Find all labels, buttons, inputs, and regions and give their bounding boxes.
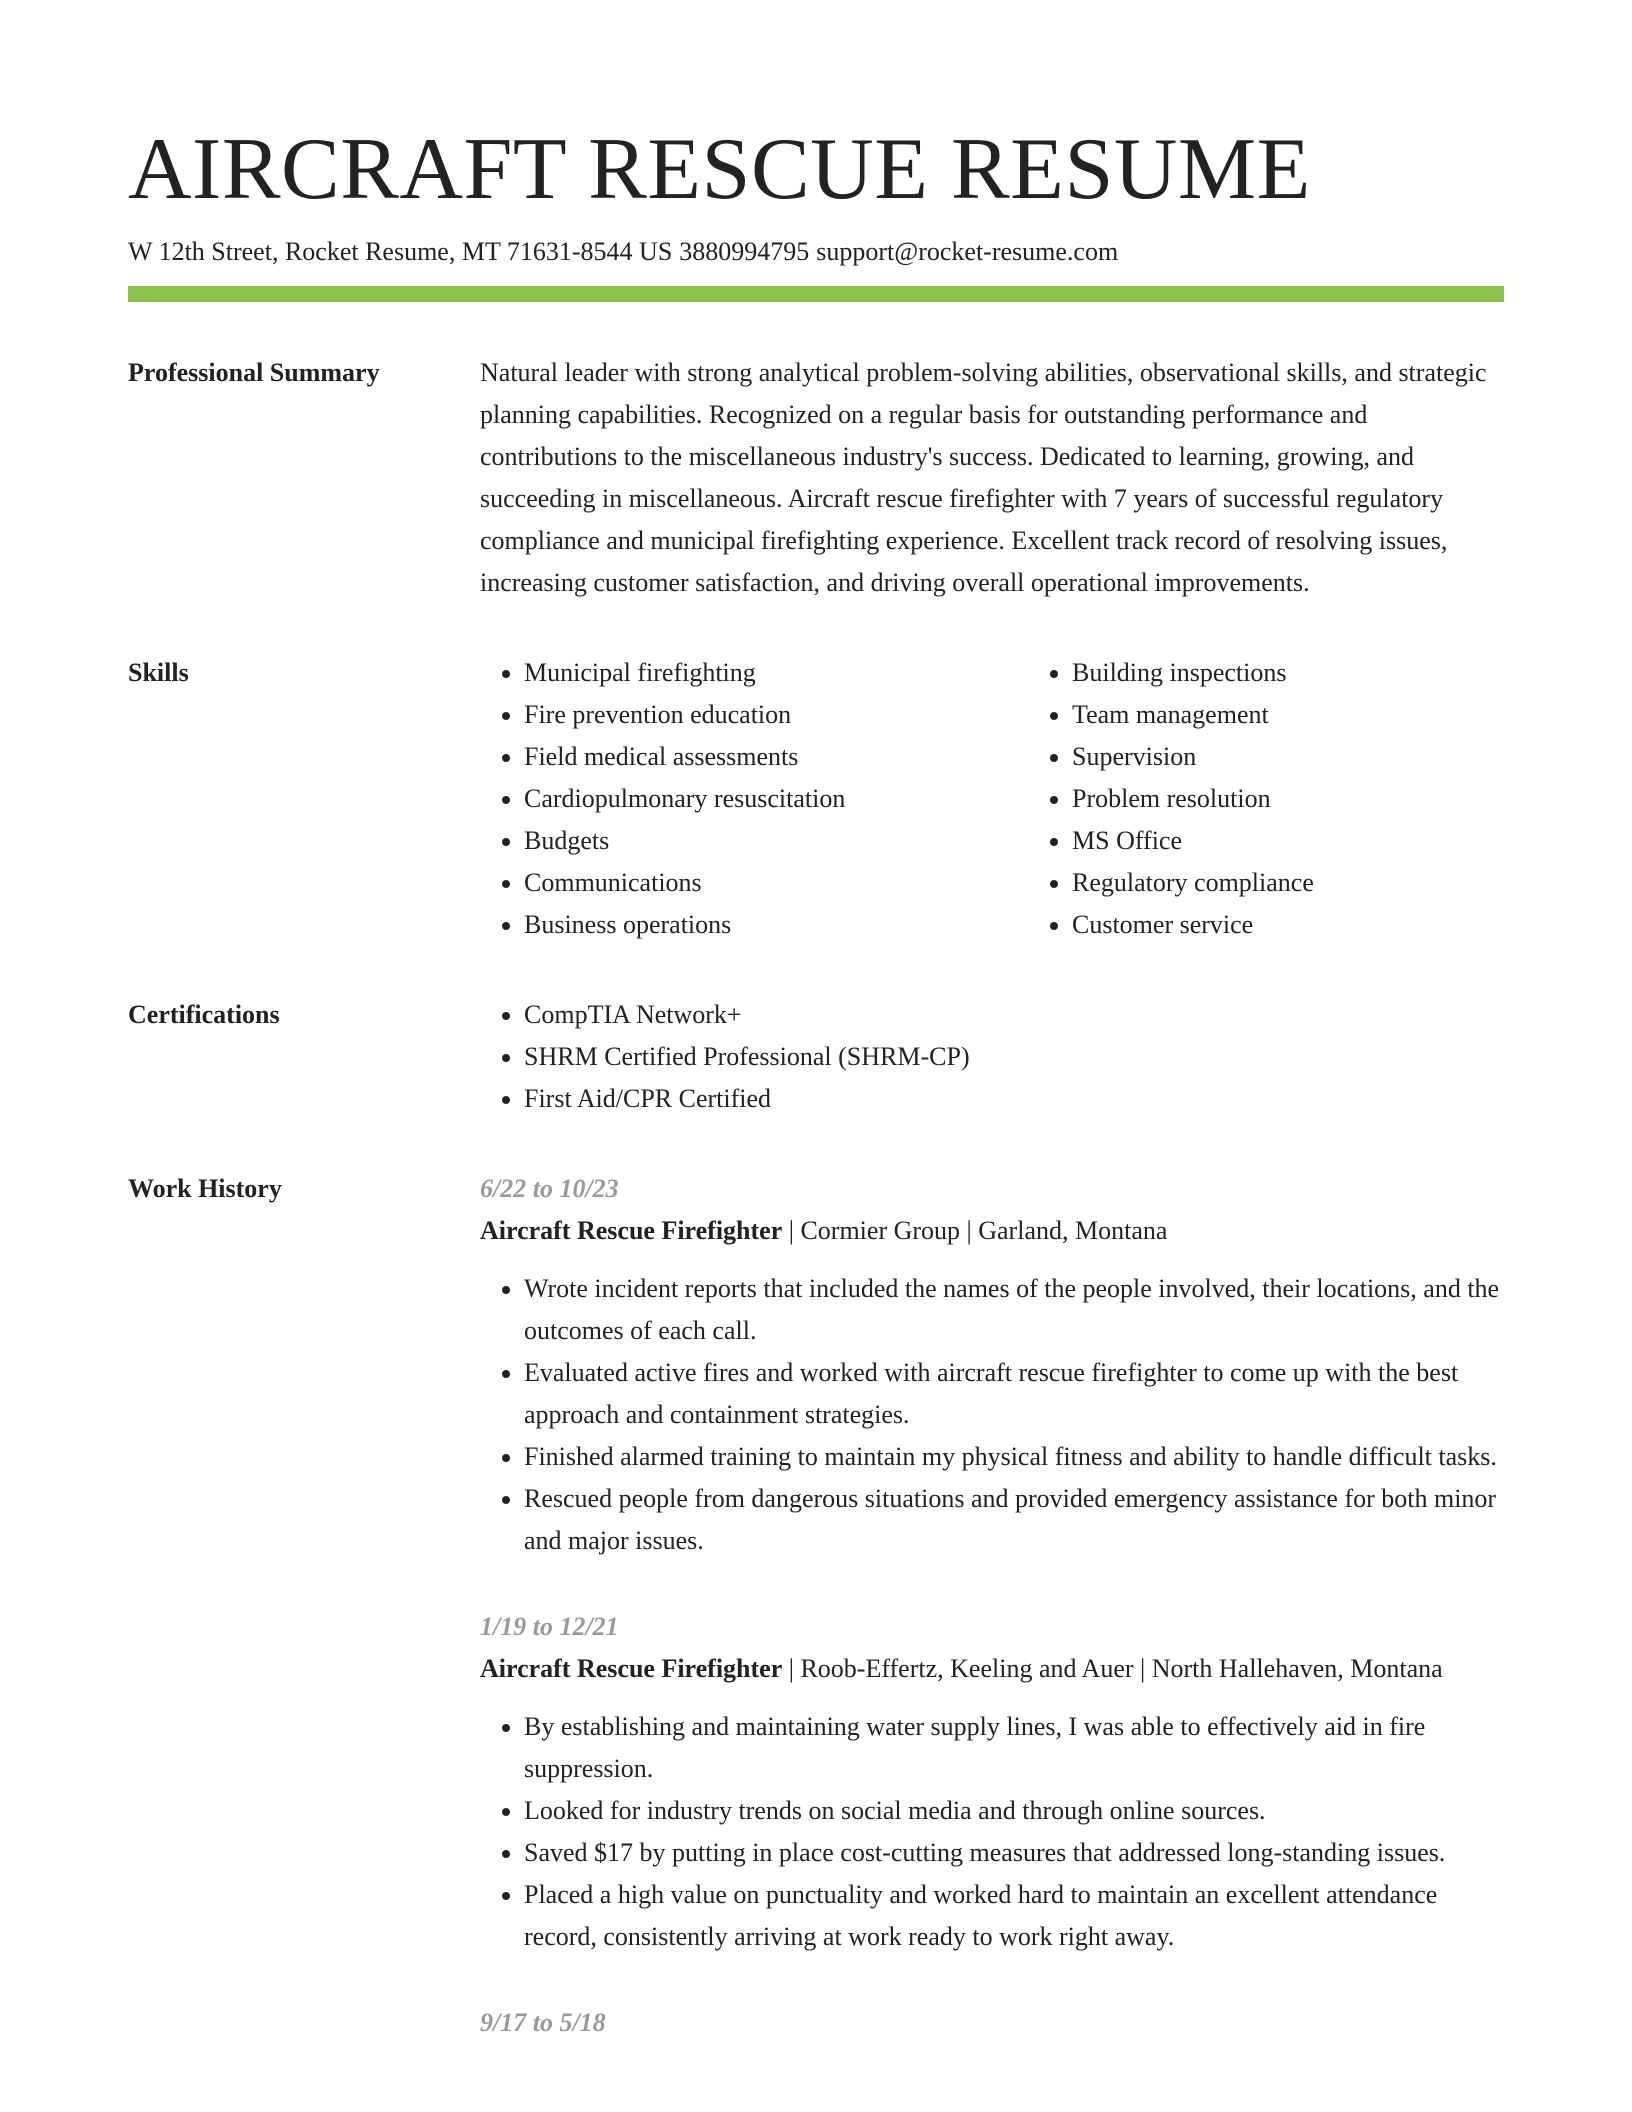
job-duties-list xyxy=(480,1706,1504,1958)
skill-item: • Problem resolution xyxy=(1072,778,1576,820)
header-divider xyxy=(128,286,1504,302)
job-duty-item: • Finished alarmed training to maintain my physical fitness and ability to handle difficult tasks. xyxy=(524,1436,1504,1478)
summary-text: Natural leader with strong analytical problem-solving abilities, observational skills, and strategic planning capabilities. Recognized on a regular basis for outstanding performance and contributions to the miscellaneous industry's success. Dedicated to learning, growing, and succeeding in miscellaneous. Aircraft rescue firefighter with 7 years of successful regulatory compliance and municipal firefighting experience. Excellent track record of resolving issues, increasing customer satisfaction, and driving overall operational improvements. xyxy=(480,358,1487,597)
summary-heading: Professional Summary xyxy=(128,358,380,387)
skills-section xyxy=(128,652,1504,946)
job-entry xyxy=(480,1606,1504,1958)
skill-item: • Team management xyxy=(1072,694,1576,736)
job-employer-location: | Cormier Group | Garland, Montana xyxy=(782,1216,1168,1245)
skill-item: • Business operations xyxy=(524,904,1028,946)
resume-title: AIRCRAFT RESCUE RESUME xyxy=(128,121,1311,218)
job-duty-item: • Wrote incident reports that included the names of the people involved, their locations, and the outcomes of each call. xyxy=(524,1268,1504,1352)
job-duty-item: • Rescued people from dangerous situations and provided emergency assistance for both minor and major issues. xyxy=(524,1478,1504,1562)
certifications-heading: Certifications xyxy=(128,1000,280,1029)
certifications-list xyxy=(480,994,1504,1120)
job-duty-item: • Looked for industry trends on social media and through online sources. xyxy=(524,1790,1504,1832)
resume-page xyxy=(128,118,1504,2088)
skill-item: • Budgets xyxy=(524,820,1028,862)
job-duty-item: • Evaluated active fires and worked with aircraft rescue firefighter to come up with the best approach and containment strategies. xyxy=(524,1352,1504,1436)
skill-item: • Cardiopulmonary resuscitation xyxy=(524,778,1028,820)
contact-email: support@rocket-resume.com xyxy=(816,237,1119,266)
work-history-section xyxy=(128,1168,1504,2088)
job-entry xyxy=(480,2002,1504,2044)
work-history-list xyxy=(480,1168,1504,2088)
skill-item: • Municipal firefighting xyxy=(524,652,1028,694)
job-title: Aircraft Rescue Firefighter xyxy=(480,1654,783,1683)
job-dates: 6/22 to 10/23 xyxy=(480,1174,619,1203)
job-duties-list xyxy=(480,1268,1504,1562)
certification-item: • First Aid/CPR Certified xyxy=(524,1078,1504,1120)
contact-phone: 3880994795 xyxy=(679,237,810,266)
job-dates: 9/17 to 5/18 xyxy=(480,2008,606,2037)
job-title: Aircraft Rescue Firefighter xyxy=(480,1216,783,1245)
skill-item: • Regulatory compliance xyxy=(1072,862,1576,904)
job-heading xyxy=(480,1648,1504,1690)
skill-item: • MS Office xyxy=(1072,820,1576,862)
contact-address: W 12th Street, Rocket Resume, MT 71631-8544 US xyxy=(128,237,673,266)
job-duty-item: • By establishing and maintaining water supply lines, I was able to effectively aid in fire suppression. xyxy=(524,1706,1504,1790)
skill-item: • Fire prevention education xyxy=(524,694,1028,736)
skills-list-left xyxy=(480,652,1028,946)
work-history-heading: Work History xyxy=(128,1174,282,1203)
job-duty-item: • Saved $17 by putting in place cost-cutting measures that addressed long-standing issues. xyxy=(524,1832,1504,1874)
skill-item: • Supervision xyxy=(1072,736,1576,778)
certification-item: • CompTIA Network+ xyxy=(524,994,1504,1036)
skill-item: • Field medical assessments xyxy=(524,736,1028,778)
summary-section xyxy=(128,352,1504,604)
job-duty-item: • Placed a high value on punctuality and worked hard to maintain an excellent attendance record, consistently arriving at work ready to work right away. xyxy=(524,1874,1504,1958)
skills-list-right xyxy=(1028,652,1576,946)
skills-heading: Skills xyxy=(128,658,189,687)
contact-line xyxy=(128,234,1504,270)
job-entry xyxy=(480,1168,1504,1562)
skill-item: • Customer service xyxy=(1072,904,1576,946)
certifications-section xyxy=(128,994,1504,1120)
certification-item: • SHRM Certified Professional (SHRM-CP) xyxy=(524,1036,1504,1078)
skill-item: • Building inspections xyxy=(1072,652,1576,694)
skill-item: • Communications xyxy=(524,862,1028,904)
job-employer-location: | Roob-Effertz, Keeling and Auer | North Hallehaven, Montana xyxy=(782,1654,1443,1683)
job-heading xyxy=(480,1210,1504,1252)
job-dates: 1/19 to 12/21 xyxy=(480,1612,619,1641)
